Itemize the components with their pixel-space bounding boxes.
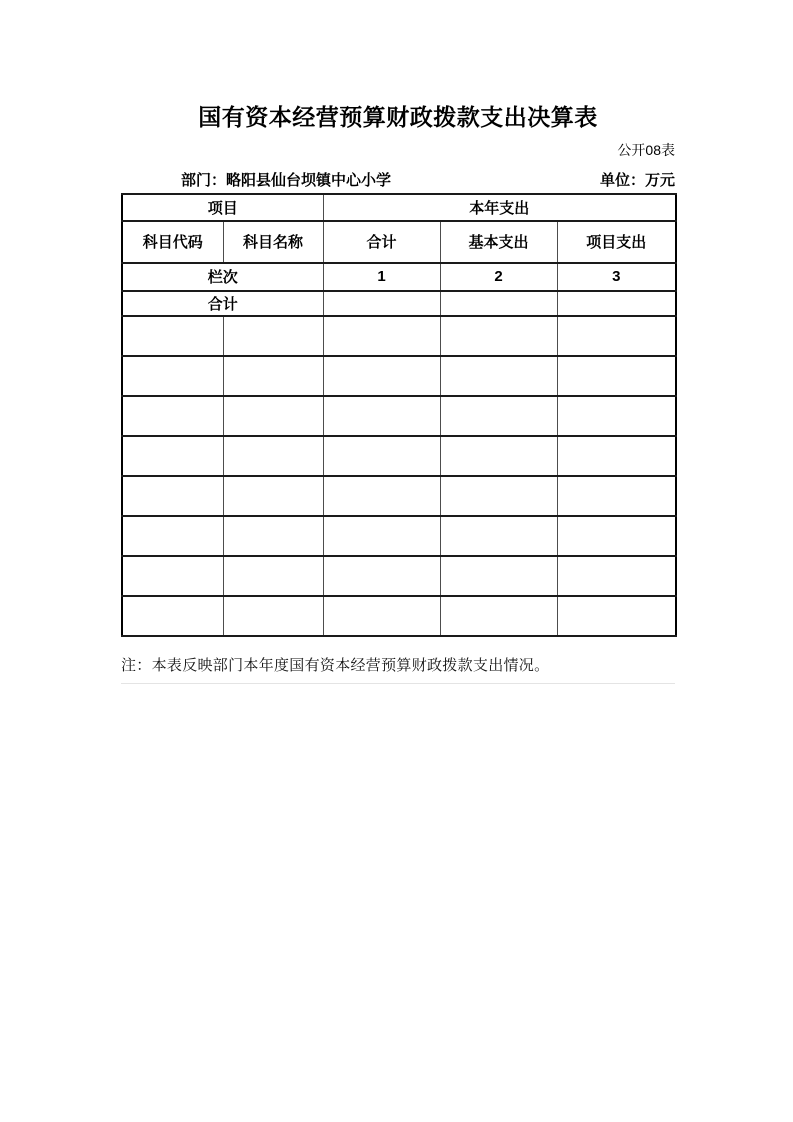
column-index-3: 3	[557, 263, 676, 291]
empty-cell-total	[323, 476, 440, 516]
empty-cell-name	[223, 516, 323, 556]
empty-cell-basic	[440, 476, 557, 516]
empty-cell-total	[323, 356, 440, 396]
empty-data-row	[122, 476, 676, 516]
empty-cell-name	[223, 596, 323, 636]
expenditure-table-body	[122, 194, 676, 636]
empty-cell-basic	[440, 396, 557, 436]
empty-cell-total	[323, 436, 440, 476]
empty-data-row	[122, 436, 676, 476]
divider	[121, 683, 675, 684]
empty-cell-basic	[440, 596, 557, 636]
department-label: 部门：略阳县仙台坝镇中心小学	[181, 171, 392, 189]
footnote: 注：本表反映部门本年度国有资本经营预算财政拨款支出情况。	[121, 657, 550, 674]
empty-data-row	[122, 396, 676, 436]
empty-cell-basic	[440, 316, 557, 356]
empty-cell-code	[122, 516, 223, 556]
empty-cell-basic	[440, 556, 557, 596]
header-subject-code: 科目代码	[122, 221, 223, 263]
empty-cell-total	[323, 556, 440, 596]
empty-data-row	[122, 516, 676, 556]
empty-cell-name	[223, 396, 323, 436]
expenditure-table	[121, 193, 677, 637]
header-group-current-year: 本年支出	[323, 194, 676, 221]
total-row	[122, 291, 676, 316]
empty-cell-project	[557, 556, 676, 596]
empty-cell-total	[323, 316, 440, 356]
empty-cell-code	[122, 556, 223, 596]
column-index-row	[122, 263, 676, 291]
empty-cell-project	[557, 516, 676, 556]
empty-cell-name	[223, 556, 323, 596]
empty-cell-code	[122, 396, 223, 436]
empty-cell-name	[223, 476, 323, 516]
table-code-label: 公开08表	[617, 141, 675, 158]
empty-cell-basic	[440, 436, 557, 476]
total-row-label: 合计	[122, 291, 323, 316]
empty-cell-basic	[440, 356, 557, 396]
column-index-1: 1	[323, 263, 440, 291]
empty-cell-code	[122, 596, 223, 636]
total-row-basic-cell	[440, 291, 557, 316]
page-title: 国有资本经营预算财政拨款支出决算表	[198, 104, 598, 130]
empty-cell-code	[122, 356, 223, 396]
header-basic-expenditure: 基本支出	[440, 221, 557, 263]
meta-row	[121, 169, 675, 190]
empty-cell-project	[557, 476, 676, 516]
header-subject-name: 科目名称	[223, 221, 323, 263]
empty-cell-total	[323, 516, 440, 556]
header-total: 合计	[323, 221, 440, 263]
column-index-2: 2	[440, 263, 557, 291]
header-group-project: 项目	[122, 194, 323, 221]
empty-cell-project	[557, 356, 676, 396]
empty-cell-project	[557, 436, 676, 476]
empty-cell-code	[122, 436, 223, 476]
header-project-expenditure: 项目支出	[557, 221, 676, 263]
unit-label: 单位：万元	[599, 171, 675, 189]
empty-cell-name	[223, 356, 323, 396]
empty-cell-name	[223, 316, 323, 356]
empty-cell-project	[557, 396, 676, 436]
header-columns-row	[122, 221, 676, 263]
total-row-project-cell	[557, 291, 676, 316]
empty-cell-name	[223, 436, 323, 476]
empty-cell-code	[122, 476, 223, 516]
empty-data-row	[122, 596, 676, 636]
empty-cell-total	[323, 596, 440, 636]
empty-data-row	[122, 356, 676, 396]
empty-cell-project	[557, 316, 676, 356]
empty-cell-total	[323, 396, 440, 436]
empty-data-row	[122, 556, 676, 596]
column-index-label: 栏次	[122, 263, 323, 291]
empty-data-row	[122, 316, 676, 356]
total-row-total-cell	[323, 291, 440, 316]
empty-cell-basic	[440, 516, 557, 556]
empty-cell-code	[122, 316, 223, 356]
empty-cell-project	[557, 596, 676, 636]
header-group-row	[122, 194, 676, 221]
document-content	[121, 0, 675, 684]
